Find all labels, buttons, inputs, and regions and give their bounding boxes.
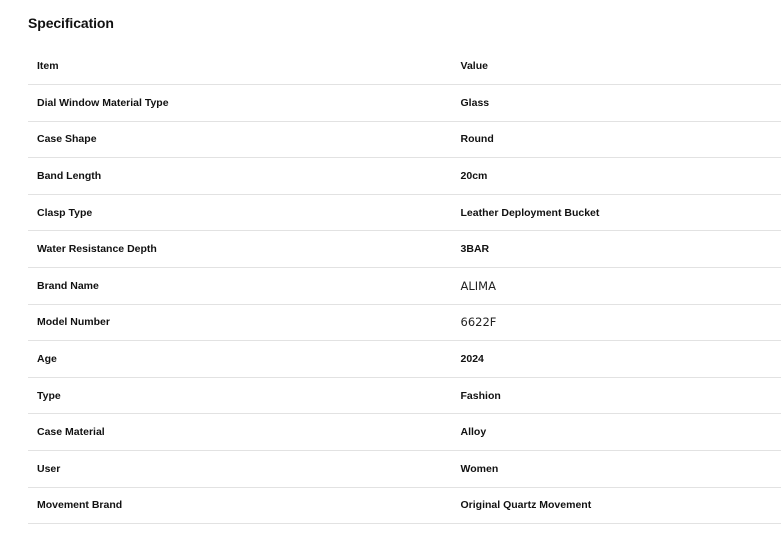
specification-table [28,48,781,524]
spec-item-value: Original Quartz Movement [452,487,781,524]
spec-item-label: Clasp Type [28,194,452,231]
table-row [28,304,781,341]
spec-item-label: Movement Brand [28,487,452,524]
spec-item-value: Leather Deployment Bucket [452,194,781,231]
spec-item-value: 3BAR [452,231,781,268]
spec-item-label: Dial Window Material Type [28,85,452,122]
spec-item-value: Glass [452,85,781,122]
spec-item-label: Water Resistance Depth [28,231,452,268]
spec-item-value: Women [452,451,781,488]
spec-item-label: User [28,451,452,488]
table-row [28,85,781,122]
spec-item-label: Brand Name [28,268,452,305]
table-row [28,231,781,268]
column-header-item: Item [28,48,452,85]
spec-item-label: Band Length [28,158,452,195]
table-row [28,268,781,305]
spec-item-label: Case Shape [28,121,452,158]
spec-item-label: Age [28,341,452,378]
table-row [28,377,781,414]
spec-item-value: 20cm [452,158,781,195]
table-header-row [28,48,781,85]
spec-item-value: ALIMA [452,268,781,305]
table-row [28,487,781,524]
table-row [28,121,781,158]
spec-item-value: Round [452,121,781,158]
spec-item-value: Fashion [452,377,781,414]
table-row [28,341,781,378]
table-row [28,414,781,451]
section-title: Specification [28,15,114,31]
spec-item-label: Case Material [28,414,452,451]
table-row [28,158,781,195]
spec-item-value: 2024 [452,341,781,378]
table-row [28,451,781,488]
spec-item-value: Alloy [452,414,781,451]
spec-item-label: Type [28,377,452,414]
spec-item-label: Model Number [28,304,452,341]
spec-item-value: 6622F [452,304,781,341]
table-row [28,194,781,231]
column-header-value: Value [452,48,781,85]
